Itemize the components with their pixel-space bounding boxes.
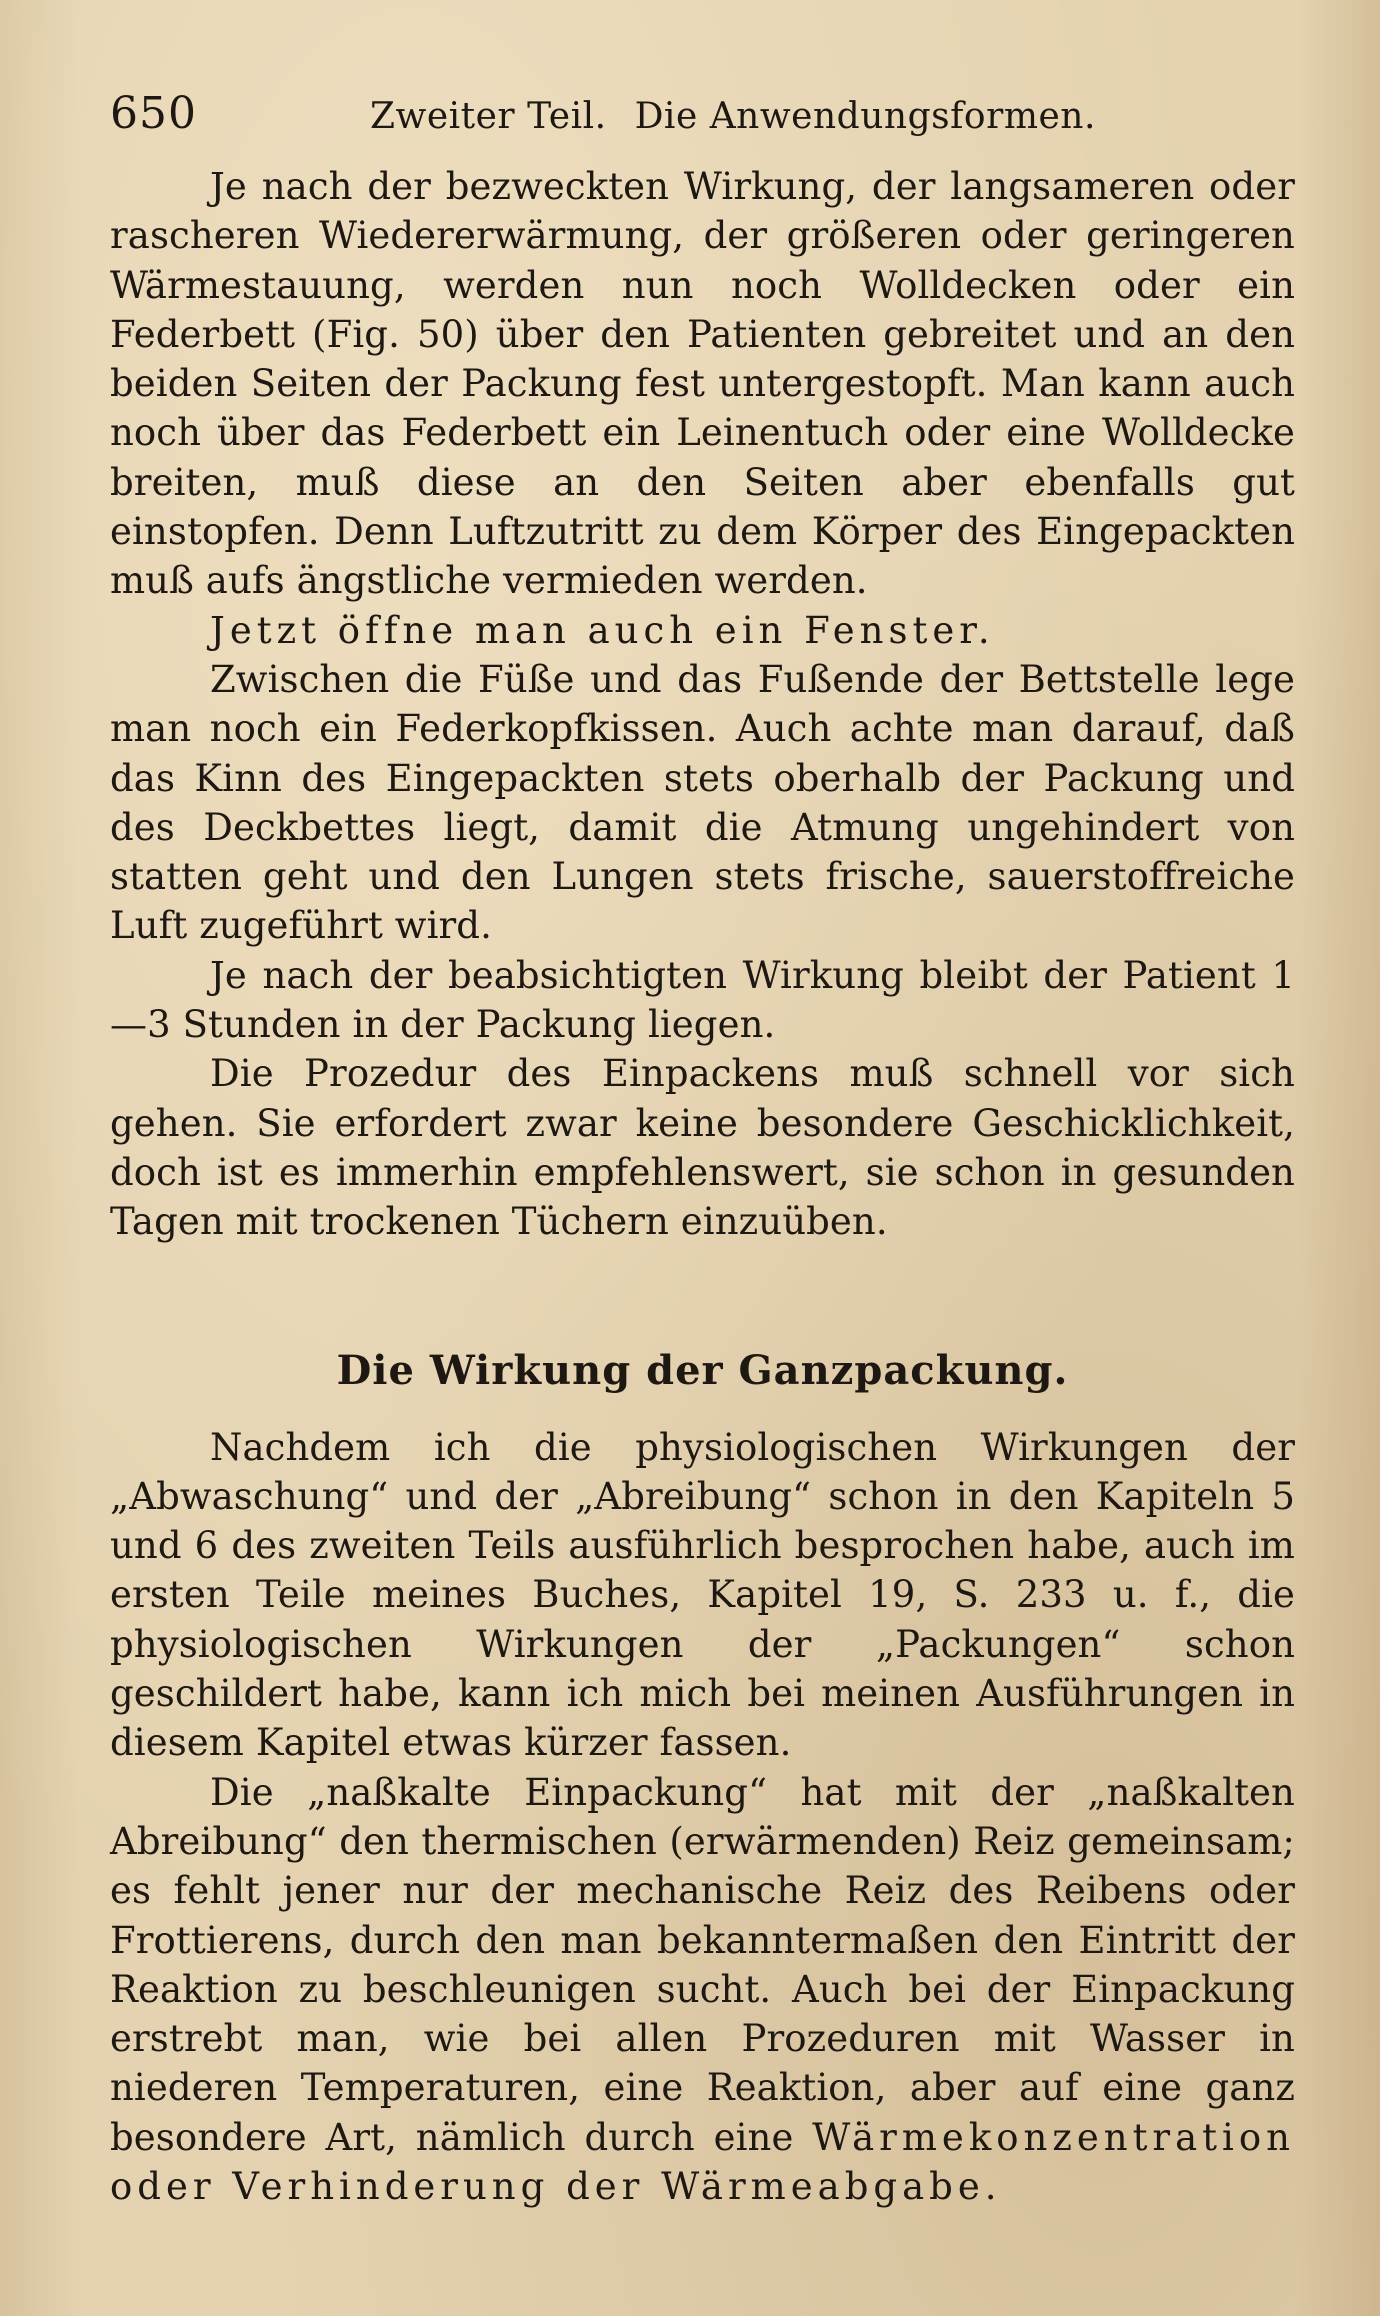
running-header [110,88,1295,148]
paragraph-wet-cold-packing [110,1768,1295,2212]
paragraph-procedure: Die Prozedur des Einpackens muß schnell vor sich gehen. Sie erfordert zwar keine besondere Geschicklichkeit, doch ist es immerhin empfehlenswert, sie schon in gesunden Tagen mit trockenen Tüchern einzuüben. [110,1052,1295,1244]
section-effect [110,1343,1295,2212]
paragraph-blankets: Je nach der bezweckten Wirkung, der langsameren oder rascheren Wiedererwärmung, der größeren oder geringeren Wärmestauung, werden nun noch Wolldecken oder ein Federbett (Fig. 50) über den Patienten gebreitet und an den beiden Seiten der Packung fest untergestopft. Man kann auch noch über das Federbett ein Leinentuch oder eine Wolldecke breiten, muß diese an den Seiten aber ebenfalls gut einstopfen. Denn Luftzutritt zu dem Körper des Eingepackten muß aufs ängstliche vermieden werden. [110,165,1295,603]
paragraph-wet-cold-packing-text: Die „naßkalte Einpackung“ hat mit der „naßkalten Abreibung“ den thermischen (erwärmenden) Reiz gemeinsam; es fehlt jener nur der mechanische Reiz des Reibens oder Frottierens, durch den man bekanntermaßen den Eintritt der Reaktion zu beschleunigen sucht. Auch bei der Einpackung erstrebt man, wie bei allen Prozeduren mit Wasser in niederen Temperaturen, eine Reaktion, aber auf eine ganz besondere Art, nämlich durch eine [110,1770,1295,2159]
running-head [370,96,1096,137]
paragraph-pillow: Zwischen die Füße und das Fußende der Bettstelle lege man noch ein Federkopfkissen. Auch achte man darauf, daß das Kinn des Eingepackten stets oberhalb der Packung und des Deckbettes liegt, damit die Atmung ungehindert von statten geht und den Lungen stets frische, sauerstoffreiche Luft zugeführt wird. [110,657,1295,948]
paragraph-window: Jetzt öffne man auch ein Fenster. [210,608,995,652]
book-page [110,88,1295,2211]
part-title: Zweiter Teil. [370,96,607,137]
section-packing-procedure [110,162,1295,1247]
paragraph-duration: Je nach der beabsichtigten Wirkung bleibt der Patient 1—3 Stunden in der Packung liegen. [110,953,1295,1047]
page-number: 650 [110,88,197,139]
paragraph-physiology: Nachdem ich die physiologischen Wirkungen der „Abwaschung“ und der „Abreibung“ schon in den Kapiteln 5 und 6 des zweiten Teils ausführlich besprochen habe, auch im ersten Teile meines Buches, Kapitel 19, S. 233 u. f., die physiologischen Wirkungen der „Packungen“ schon geschildert habe, kann ich mich bei meinen Ausführungen in diesem Kapitel etwas kürzer fassen. [110,1425,1295,1765]
section-gap [110,1247,1295,1343]
emphasized-heat-concentration: Wärmekonzentration oder Verhinderung der Wärmeabgabe. [110,2115,1295,2208]
section-heading: Die Wirkung der Ganzpackung. [336,1346,1069,1394]
chapter-title: Die Anwendungsformen. [634,96,1096,137]
